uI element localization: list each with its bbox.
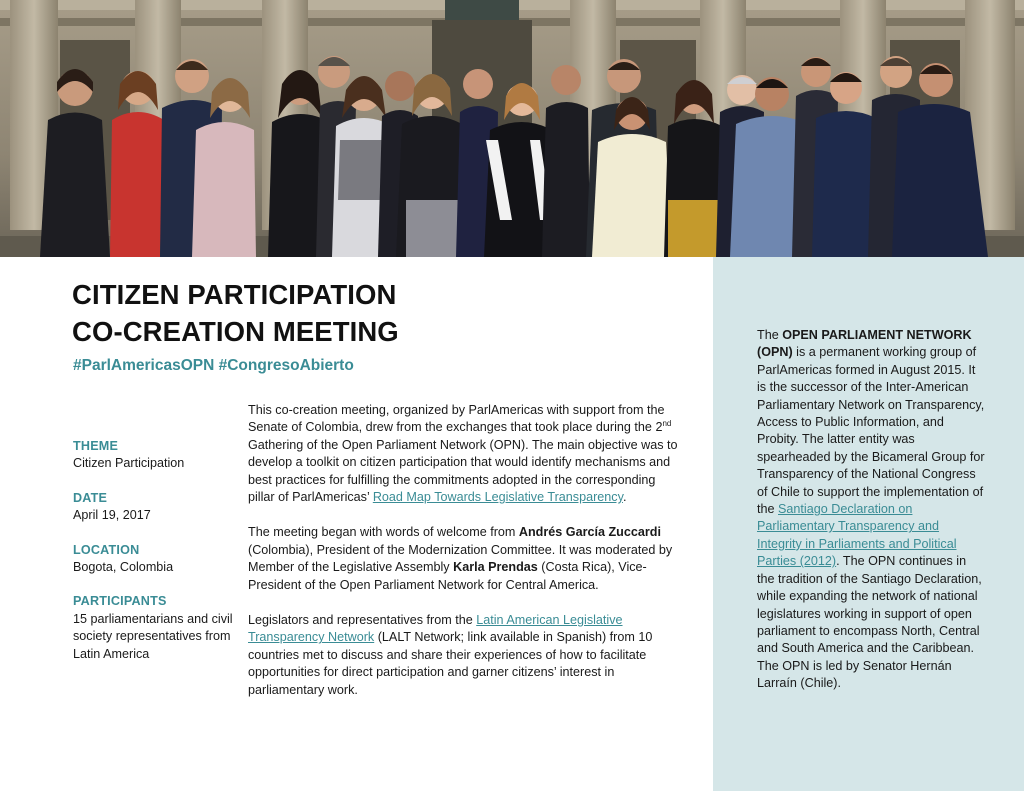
opn-name: OPEN PARLIAMENT NETWORK (OPN) <box>757 328 972 360</box>
speaker-name-1: Andrés García Zuccardi <box>518 525 661 540</box>
participants-value: 15 parliamentarians and civil society representatives from Latin America <box>73 611 233 661</box>
theme-label: THEME <box>73 439 119 453</box>
people-group <box>40 56 988 257</box>
p1-text-a: This co-creation meeting, organized by ParlAmericas with support from the Senate of Colombia, drew from the exchanges that took place during the 2 <box>248 403 665 435</box>
road-map-link[interactable]: Road Map Towards Legislative Transparency <box>372 490 623 505</box>
paragraph-2 <box>248 524 684 594</box>
page-title <box>72 276 399 350</box>
date-value: April 19, 2017 <box>73 508 151 523</box>
meeting-details <box>73 438 233 680</box>
sidebar-text-intro: The <box>757 328 783 342</box>
title-line-2: CO-CREATION MEETING <box>72 316 399 347</box>
opn-description <box>757 327 985 693</box>
participants-label: PARTICIPANTS <box>73 594 167 609</box>
theme-block <box>73 438 233 473</box>
location-value: Bogota, Colombia <box>73 560 174 575</box>
location-label: LOCATION <box>73 542 140 557</box>
sidebar-text-continuation: . The OPN continues in the tradition of the Santiago Declaration, while expanding the network of national legislatures working in support of open parliament to encompass North, Central and South America and the Caribbean. The OPN is led by Senator Hernán Larraín (Chile). <box>757 554 982 691</box>
p2-text-a: The meeting began with words of welcome from <box>248 525 519 540</box>
p3-text-b: (LALT Network; link available in Spanish) from 10 countries met to discuss and share their experiences of how to facilitate opportunities for direct participation and garner citizens’ interest in parliamentary work. <box>248 630 653 697</box>
date-block <box>73 490 233 525</box>
hashtags: #ParlAmericasOPN #CongresoAbierto <box>73 357 354 374</box>
group-photo-illustration <box>0 0 1024 257</box>
p2-text-b: (Colombia), President of the Modernization Committee. It was moderated by Member of the Legislative Assembly <box>248 542 673 575</box>
p3-text-a: Legislators and representatives from the <box>248 613 477 628</box>
participants-block <box>73 593 233 663</box>
date-label: DATE <box>73 490 108 505</box>
lalt-network-link[interactable]: Latin American Legislative Transparency Network <box>248 613 623 645</box>
speaker-name-2: Karla Prendas <box>453 560 538 575</box>
santiago-declaration-link[interactable]: Santiago Declaration on Parliamentary Transparency and Integrity in Parliaments and Political Parties (2012) <box>757 502 957 569</box>
sidebar-text-history: is a permanent working group of ParlAmericas formed in August 2015. It is the successor of the Inter-American Parliamentary Network on Transparency, Access to Public Information, and Probity. The latter entity was spearheaded by the Bicameral Group for Transparency of the National Congress of Chile to support the implementation of the <box>757 345 985 517</box>
body-text <box>248 402 684 717</box>
paragraph-3 <box>248 612 684 699</box>
location-block <box>73 542 233 577</box>
title-line-1: CITIZEN PARTICIPATION <box>72 279 397 310</box>
ordinal-superscript: nd <box>662 419 672 429</box>
group-photo <box>0 0 1024 257</box>
p2-text-c: (Costa Rica), Vice-President of the Open Parliament Network for Central America. <box>248 560 647 592</box>
theme-value: Citizen Participation <box>73 456 185 471</box>
p1-text-c: . <box>622 490 627 505</box>
paragraph-1 <box>248 402 684 506</box>
opn-sidebar <box>713 257 1024 791</box>
p1-text-b: Gathering of the Open Parliament Network (OPN). The main objective was to develop a toolkit on citizen participation that would identify mechanisms and best practices for fulfilling the commitments adopted in the corresponding pillar of ParlAmericas’ <box>248 437 678 505</box>
